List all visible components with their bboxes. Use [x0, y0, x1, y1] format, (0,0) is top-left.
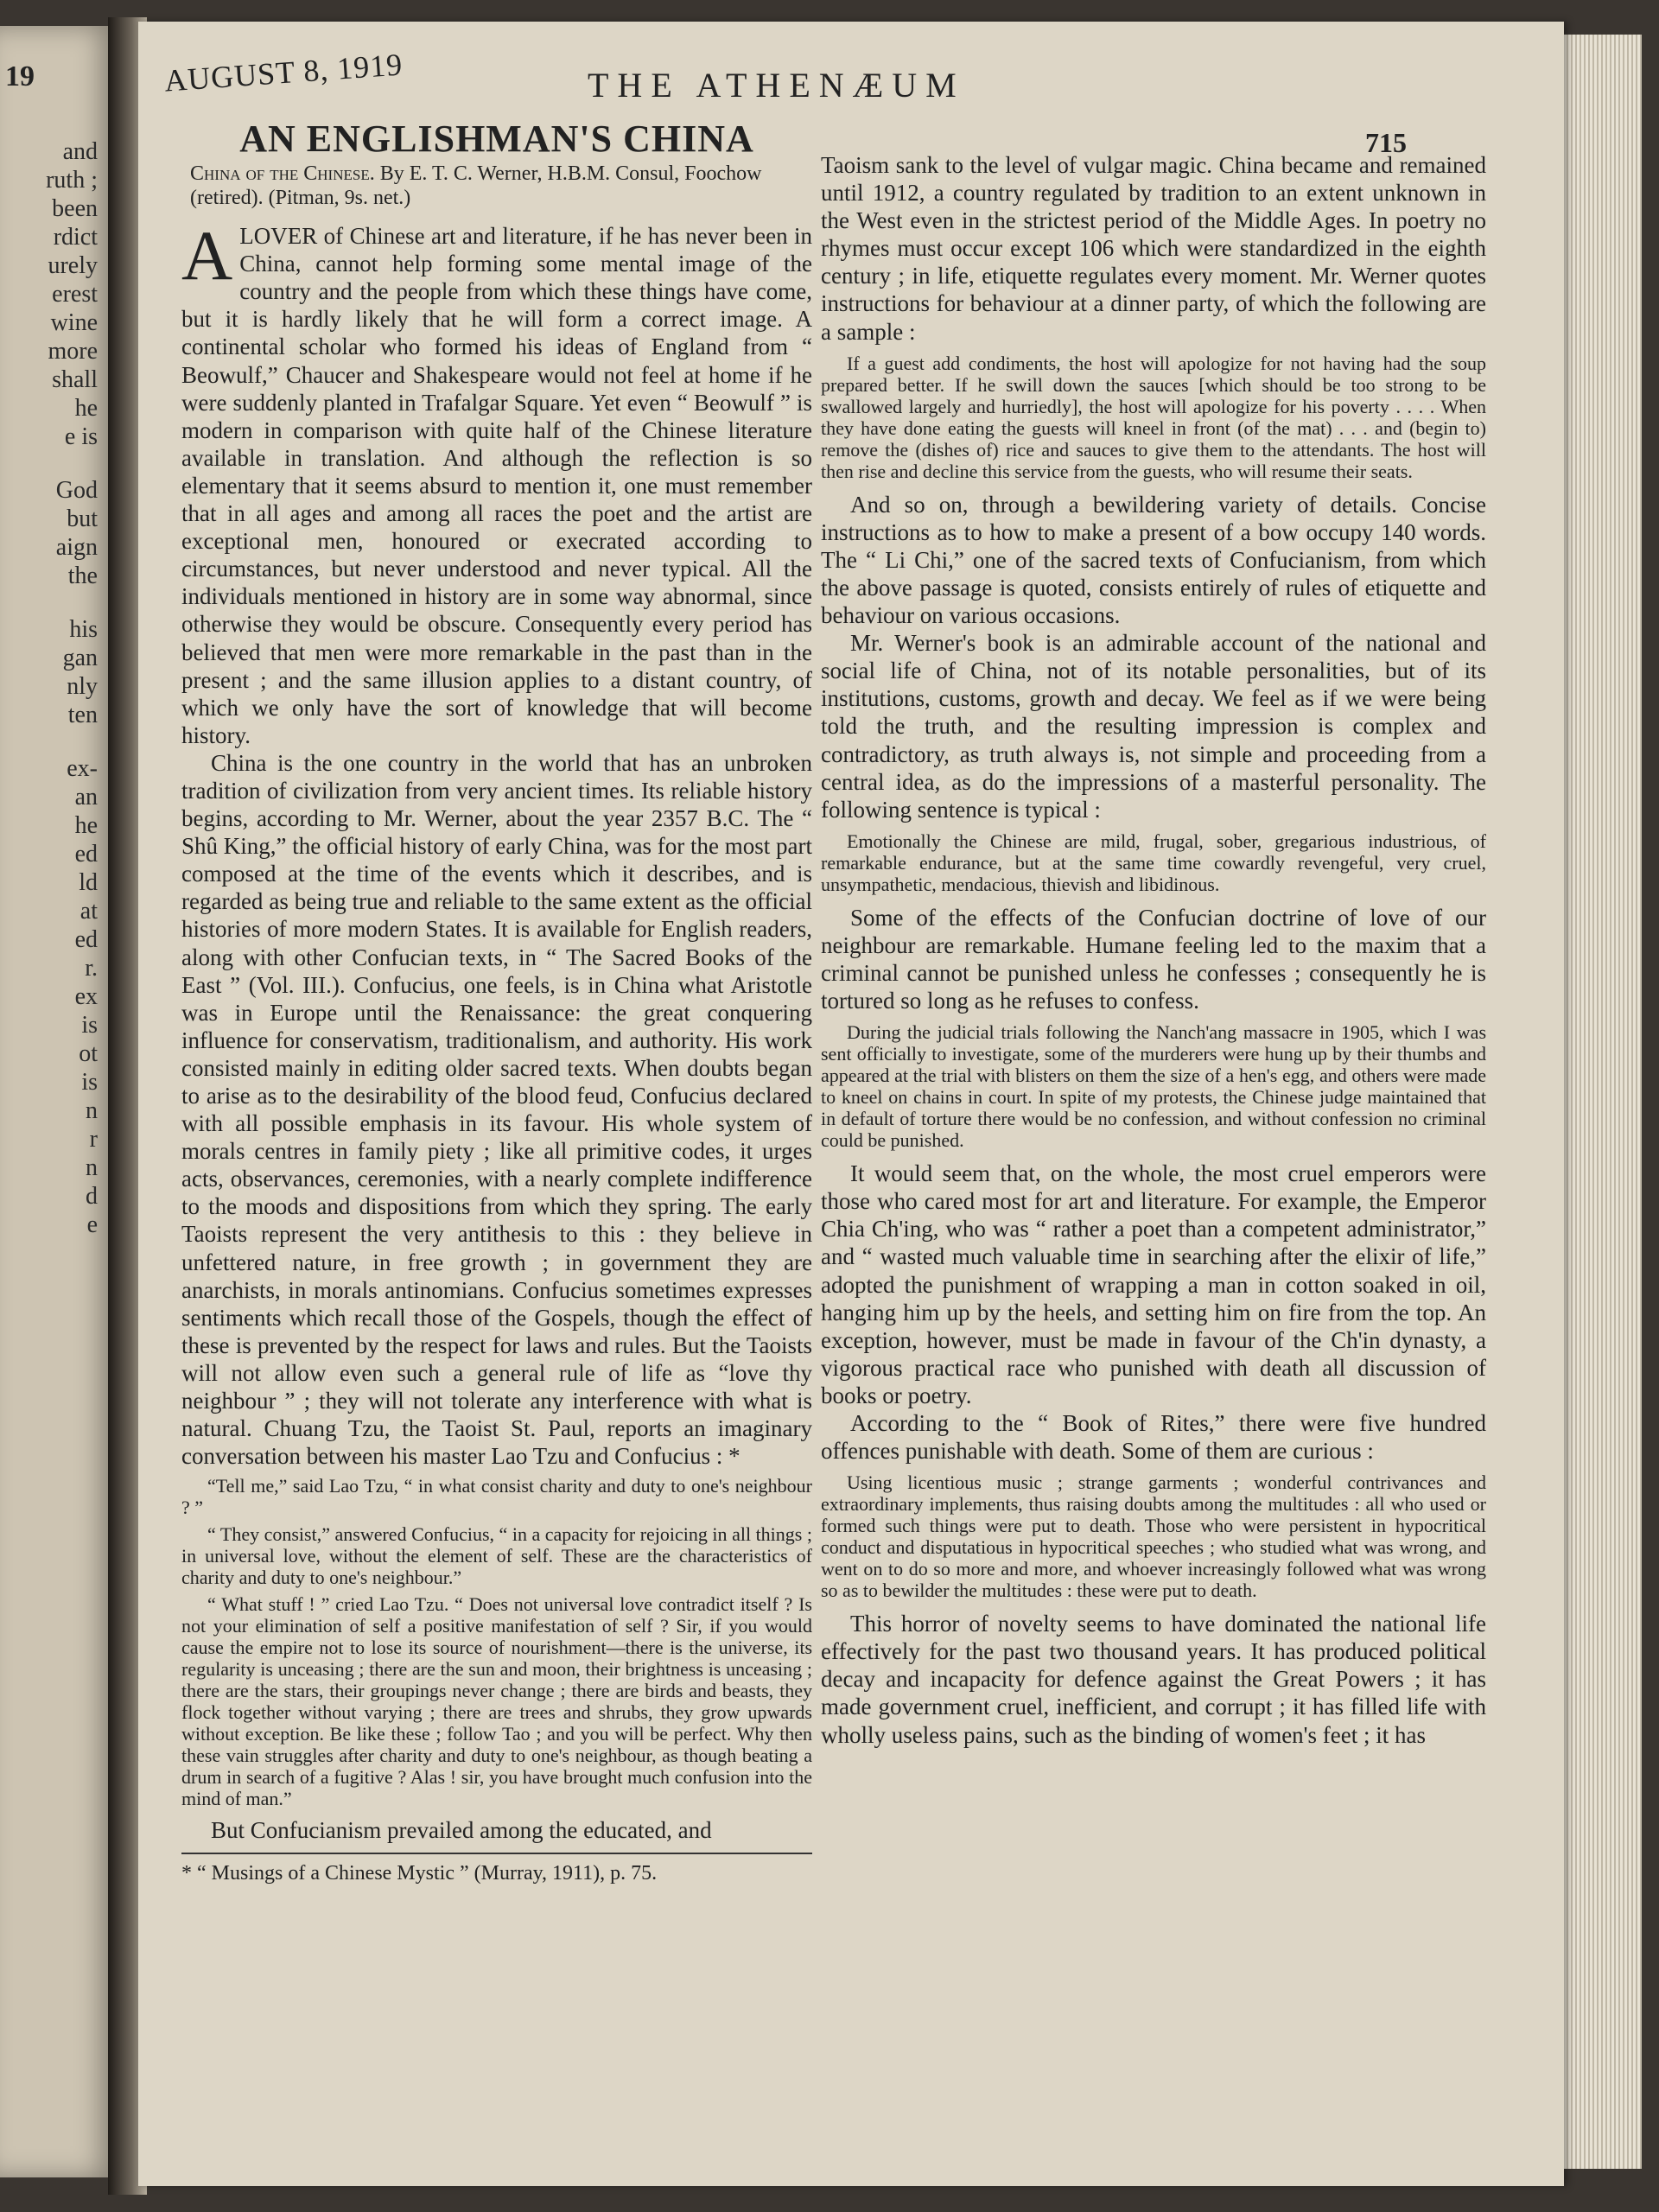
- lao-tzu-dialogue: [181, 1475, 812, 1809]
- article-paragraph: Taoism sank to the level of vulgar magic. China became and remained until 1912, a country regulated by tradition to an extent unknown in the West even in the strictest period of the Middle Ages. In poetry no rhymes must occur except 106 which were standardized in the eighth century ; in life, etiquette regulates every moment. Mr. Werner quotes instructions for behaviour at a dinner party, of which the following are a sample :: [821, 152, 1486, 345]
- facing-page-word: r: [89, 1126, 98, 1153]
- footnote: * “ Musings of a Chinese Mystic ” (Murray, 1911), p. 75.: [181, 1862, 658, 1885]
- left-column: [181, 118, 812, 1885]
- facing-page-word: at: [79, 898, 98, 925]
- facing-page-word: r.: [85, 955, 98, 982]
- facing-page-word: is: [81, 1069, 98, 1096]
- article-paragraph: Mr. Werner's book is an admirable account of the national and social life of China, not of its notable personalities, but of its institutions, customs, growth and decay. We feel as if we were being told the truth, and the resulting impression is complex and contradictory, as truth always is, not simple and proceeding from a central idea, as do the impressions of a masterful personality. The following sentence is typical :: [821, 630, 1486, 823]
- facing-page-word: God: [55, 477, 98, 504]
- facing-page-word: ex-: [67, 755, 98, 782]
- facing-page-word: e is: [64, 423, 98, 450]
- drop-cap: A: [181, 216, 233, 296]
- article-paragraph: It would seem that, on the whole, the most cruel emperors were those who cared most for art and literature. For example, the Emperor Chia Ch'ing, who was “ rather a poet than a competent administrator,” and “ wasted much valuable time in searching after the elixir of life,” adopted the punishment of wrapping a man in cotton soaked in oil, hanging him up by the heels, and setting him on fire from the top. An exception, however, must be made in favour of the Ch'in dynasty, a vigorous practical race who punished with death all discussion of books or poetry.: [821, 1160, 1486, 1408]
- article-paragraph: And so on, through a bewildering variety of details. Concise instructions as to how to make a present of a bow occupy 140 words. The “ Li Chi,” one of the sacred texts of Confucianism, from which the above passage is quoted, consists entirely of rules of etiquette and behaviour on various occasions.: [821, 491, 1486, 629]
- facing-page-word: shall: [52, 366, 98, 393]
- facing-page-word: wine: [50, 309, 98, 336]
- facing-page-word: d: [86, 1183, 98, 1210]
- facing-page-word: ed: [74, 926, 98, 953]
- article-paragraph-3: But Confucianism prevailed among the educated, and: [211, 1817, 712, 1844]
- dialogue-quote-3: “ What stuff ! ” cried Lao Tzu. “ Does not universal love contradict itself ? Is not your elimination of self a positive manifestation of self ? Sir, if you would cause the empire not to lose its source of nourishment—there is the universe, its regularity is unceasing ; there are the sun and moon, their brightness is unceasing ; there are the stars, their groupings never change ; there are birds and beasts, they flock together without varying ; there are trees and shrubs, they grow upwards without exception. Be like these ; follow Tao ; and you will be perfect. Why then these vain struggles after charity and duty to one's neighbour, as though beating a drum in search of a fugitive ? Alas ! sir, you have brought much confusion into the mind of man.”: [181, 1593, 812, 1810]
- issue-date: AUGUST 8, 1919: [162, 47, 404, 99]
- facing-page-word: he: [74, 812, 98, 839]
- journal-title: THE ATHENÆUM: [588, 66, 965, 105]
- facing-page-word: urely: [48, 252, 98, 279]
- review-reference: [190, 162, 812, 210]
- article-paragraph: Some of the effects of the Confucian doctrine of love of our neighbour are remarkable. Humane feeling led to the maxim that a criminal cannot be punished unless he confesses ; consequently he is tortured so long as he refuses to confess.: [821, 904, 1486, 1014]
- facing-page-word: been: [52, 195, 98, 222]
- dialogue-quote-1: “Tell me,” said Lao Tzu, “ in what consist charity and duty to one's neighbour ? ”: [181, 1475, 812, 1519]
- facing-page-word: nly: [67, 673, 98, 700]
- facing-page-strip: [0, 26, 117, 2177]
- review-book-details: By E. T. C. Werner, H.B.M. Consul, Foochow (retired). (Pitman, 9s. net.): [190, 162, 762, 210]
- facing-page-word: aign: [55, 534, 98, 561]
- block-quote: Using licentious music ; strange garments ; wonderful contrivances and extraordinary implements, thus raising doubts among the multitudes : all who used or formed such things were put to death. Those who were persistent in hypocritical conduct and disputatious in hypocritical speeches ; who studied what was wrong, and went on to do so more and more, and whoever increasingly followed what was wrong so as to bewilder the multitudes : these were put to death.: [821, 1471, 1486, 1602]
- right-column: [821, 151, 1486, 1749]
- facing-page-word: ruth ;: [46, 167, 98, 194]
- article-paragraph: According to the “ Book of Rites,” there were five hundred offences punishable with death. Some of them are curious :: [821, 1410, 1486, 1465]
- facing-page-word: gan: [62, 645, 98, 671]
- facing-page-word: but: [67, 505, 98, 532]
- footnote-divider: [181, 1853, 812, 1854]
- paragraph-text: LOVER of Chinese art and literature, if he has never been in China, cannot help forming some mental image of the country and the people from which these things have come, but it is hardly likely that he will form a correct image. A continental scholar who formed his ideas of England from “ Beowulf,” Chaucer and Shakespeare would not feel at home if he were suddenly planted in Trafalgar Square. Yet even “ Beowulf ” is modern in comparison with quite half of the Chinese literature available in translation. And although the reflection is so elementary that it seems absurd to mention it, one must remember that in all ages and among all races the poet and the artist are exceptional men, honoured or execrated according to circumstances, but never understood and never typical. All the individuals mentioned in history are in some way abnormal, since otherwise they would be obscure. Consequently every period has believed that men were more remarkable in the past than in the present ; and the same illusion applies to a distant country, of which we only have the sort of knowledge that will become history.: [181, 223, 812, 748]
- facing-page-word: and: [62, 138, 98, 165]
- facing-page-word: is: [81, 1012, 98, 1039]
- page-edges: [1564, 35, 1642, 2169]
- facing-page-word: ten: [67, 702, 98, 728]
- facing-page-word: the: [67, 563, 98, 589]
- facing-page-word: more: [48, 338, 98, 365]
- facing-page-word: e: [86, 1211, 98, 1238]
- facing-page-word: ed: [74, 841, 98, 868]
- block-quote: If a guest add condiments, the host will apologize for not having had the soup prepared better. If he swill down the sauces [which should be too strong to be swallowed largely and hurriedly], the host will apologize for his poverty . . . . When they have done eating the guests will kneel in front (of the mat) . . . and (begin to) remove the (dishes of) rice and sauces to give them to the attendants. The host will then rise and decline this service from the guests, who will resume their seats.: [821, 352, 1486, 482]
- facing-page-word: ld: [79, 869, 98, 896]
- facing-page-word: his: [69, 616, 98, 643]
- facing-page-word: n: [86, 1154, 98, 1181]
- facing-page-word: ex: [74, 983, 98, 1010]
- article-paragraph-2: China is the one country in the world that has an unbroken tradition of civilization from very ancient times. Its reliable history begins, according to Mr. Werner, about the year 2357 B.C. The “ Shû King,” the official history of early China, was for the most part composed at the time of the events which it describes, and is regarded as being true and reliable to the same extent as the official histories of more modern States. It is available for English readers, along with other Confucian texts, in “ The Sacred Books of the East ” (Vol. III.). Confucius, one feels, is in China what Aristotle was in Europe until the Renaissance: the great conquering influence for conservatism, traditionalism, and authority. His work consisted mainly in editing older sacred texts. When doubts began to arise as to the desirability of the blood feud, Confucius declared with all possible emphasis in its favour. His whole system of morals centres in family piety ; like all primitive codes, it urges acts, observances, ceremonies, with a nearly complete indifference to the moods and dispositions from which they spring. The early Taoists represent the very antithesis to this : they believe in unfettered nature, in free growth ; in government they are anarchists, in morals antinomians. Confucius sometimes expresses sentiments which recall those of the Gospels, though the effect of these is prevented by the respect for laws and rules. But the Taoists will not allow even such a general rule of life as “love thy neighbour ” ; they will not tolerate any interference with what is natural. Chuang Tzu, the Taoist St. Paul, reports an imaginary conversation between his master Lao Tzu and Confucius : *: [181, 749, 812, 1470]
- facing-page-word: ot: [79, 1040, 98, 1067]
- facing-page-number: 19: [5, 60, 35, 92]
- article-paragraph: This horror of novelty seems to have dominated the national life effectively for the past two thousand years. It has produced political decay and incapacity for defence against the Great Powers ; it has made government cruel, inefficient, and corrupt ; it has filled life with wholly useless pains, such as the binding of women's feet ; it has: [821, 1611, 1486, 1748]
- facing-page-word: erest: [52, 281, 98, 308]
- facing-page-word: an: [74, 784, 98, 810]
- facing-page-word: rdict: [53, 224, 98, 251]
- book-page: [138, 22, 1564, 2186]
- article-paragraph-1: [181, 216, 812, 749]
- facing-page-word: n: [86, 1097, 98, 1124]
- review-book-title: China of the Chinese.: [190, 162, 375, 186]
- facing-page-word: he: [74, 395, 98, 422]
- block-quote: During the judicial trials following the Nanch'ang massacre in 1905, which I was sent officially to investigate, some of the murderers were hung up by their thumbs and appeared at the trial with blisters on them the size of a hen's egg, and others were made to kneel on chains in court. In spite of my protests, the Chinese judge maintained that in default of torture there would be no confession, and without confession no criminal could be punished.: [821, 1021, 1486, 1152]
- page-number: 715: [1365, 127, 1407, 158]
- block-quote: Emotionally the Chinese are mild, frugal, sober, gregarious industrious, of remarkable endurance, but at the same time cowardly revengeful, very cruel, unsympathetic, mendacious, thievish and libidinous.: [821, 830, 1486, 895]
- article-title: AN ENGLISHMAN'S CHINA: [239, 118, 754, 160]
- dialogue-quote-2: “ They consist,” answered Confucius, “ in a capacity for rejoicing in all things ; in universal love, without the element of self. These are the characteristics of charity and duty to one's neighbour.”: [181, 1523, 812, 1589]
